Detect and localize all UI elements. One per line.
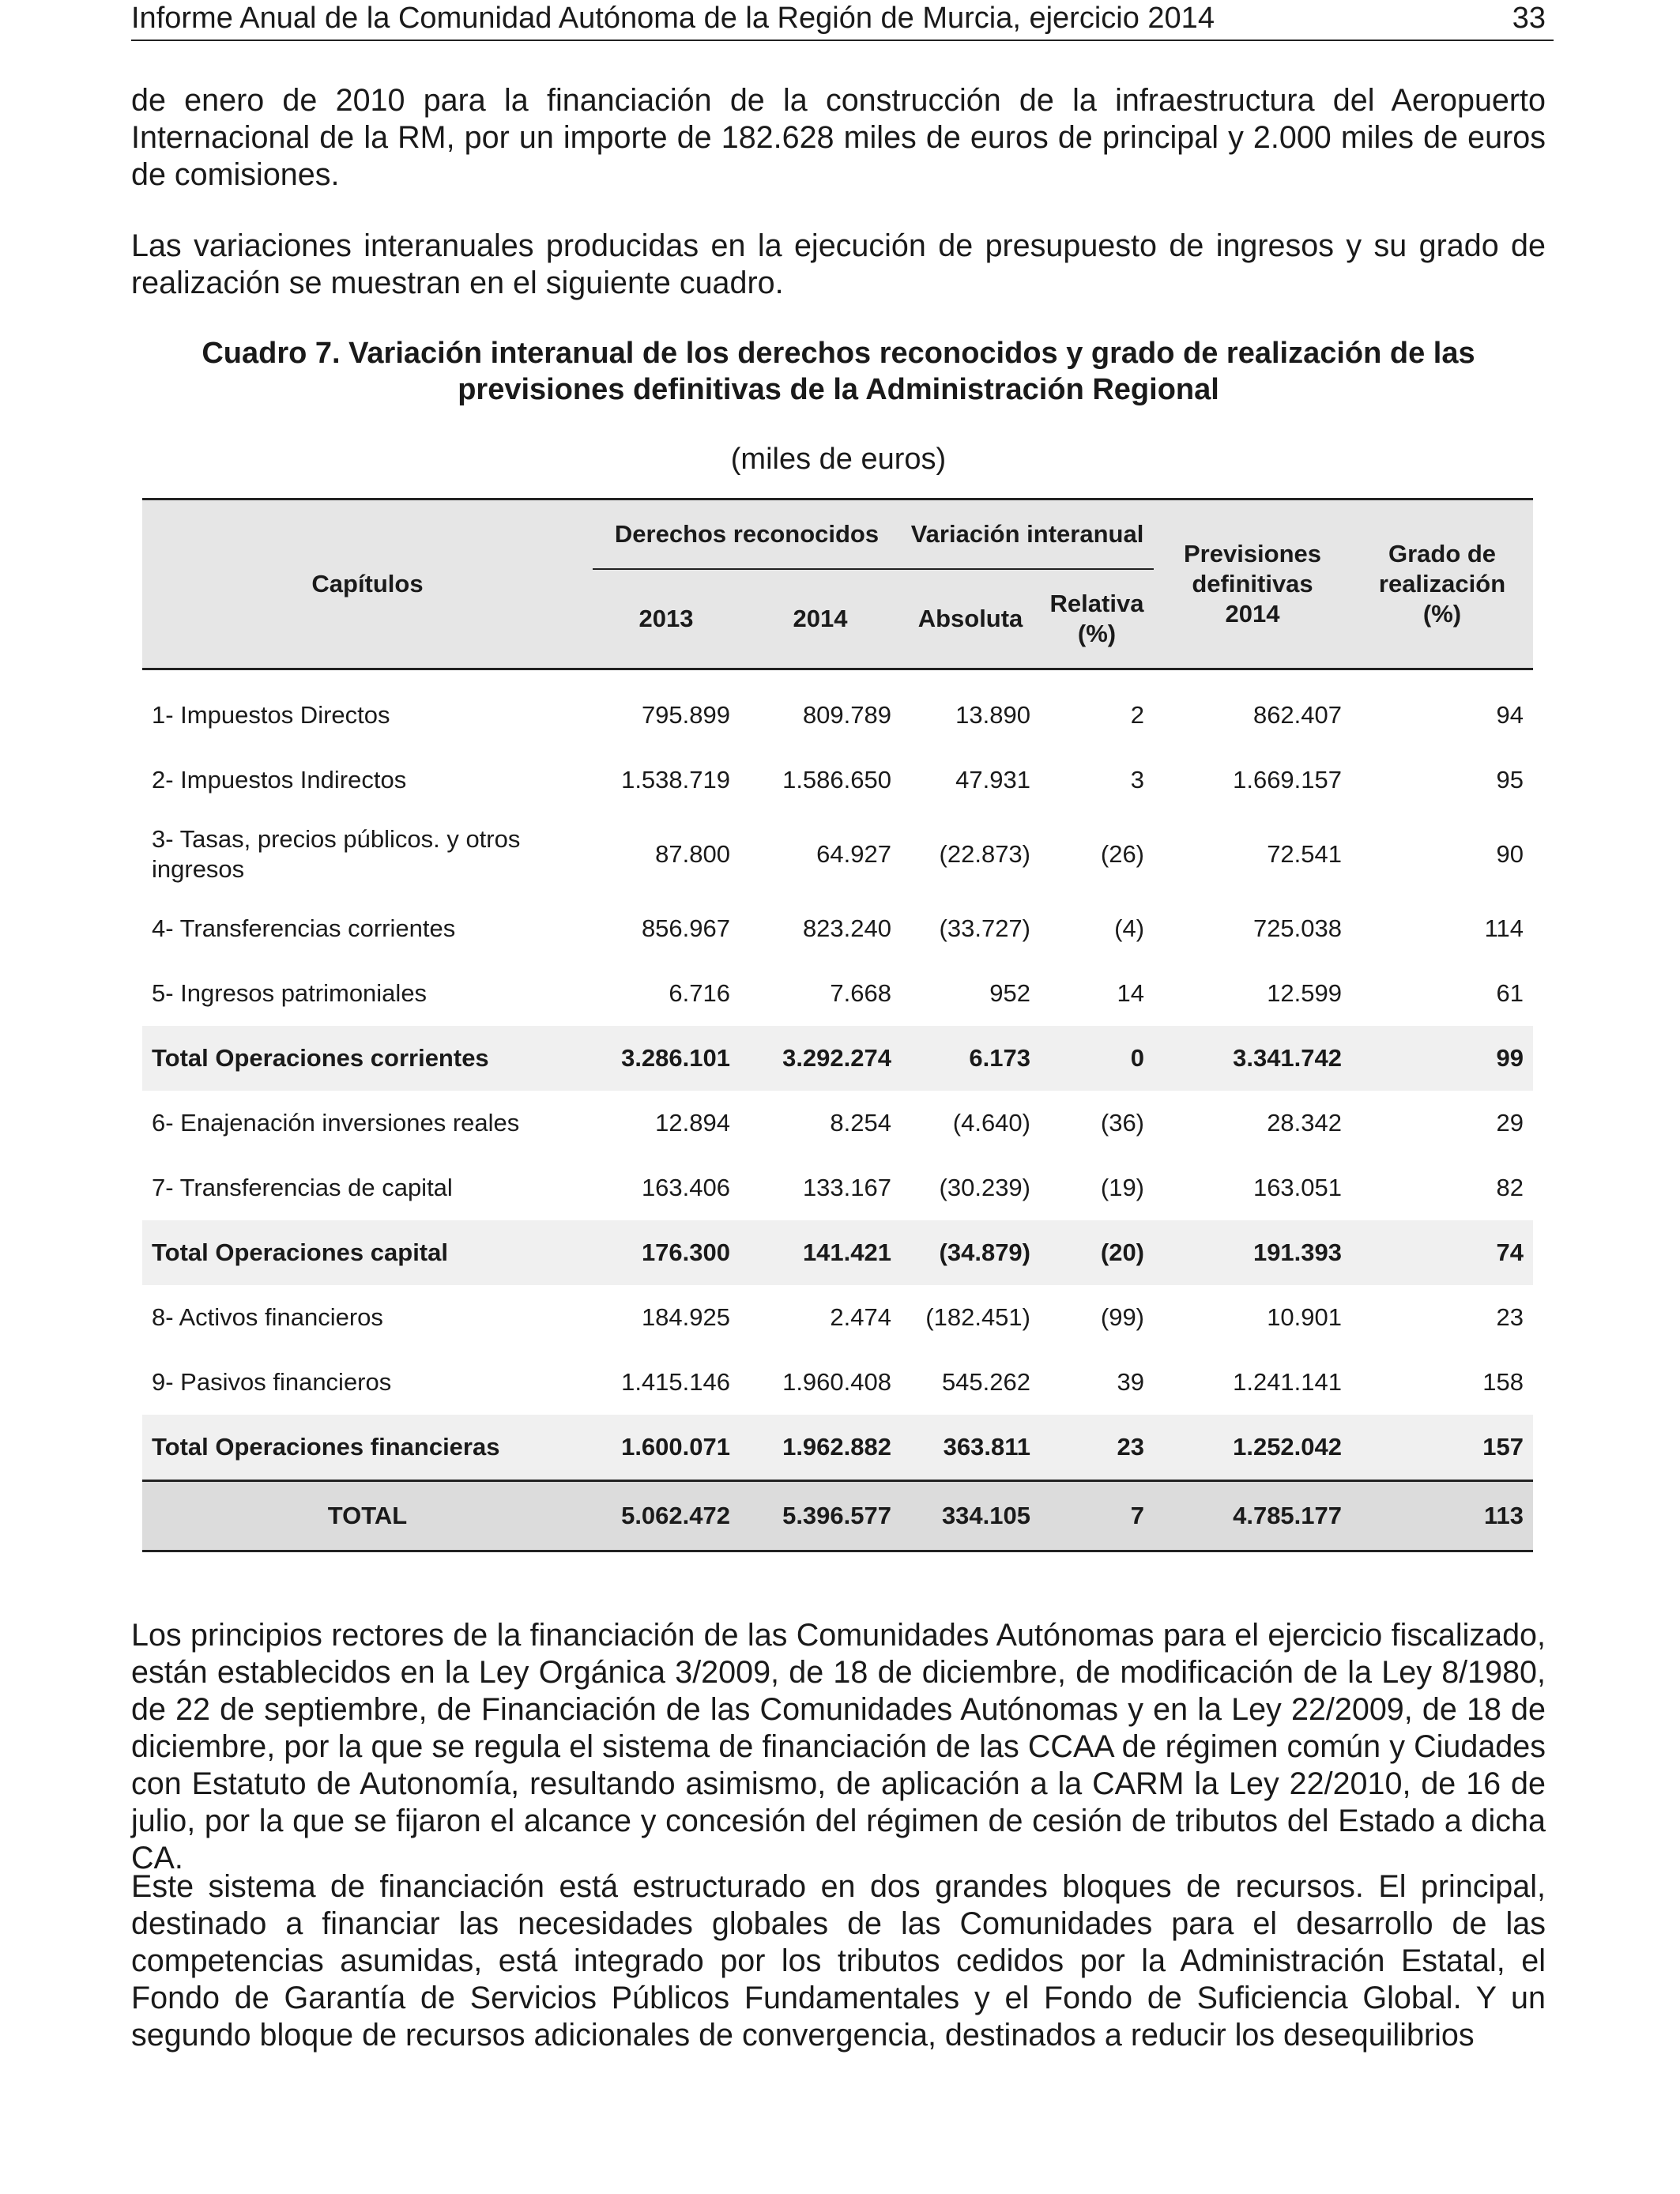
cell-2013: 3.286.101 (593, 1026, 740, 1091)
cell-previsiones: 3.341.742 (1154, 1026, 1351, 1091)
cell-absoluta: (33.727) (939, 914, 1030, 942)
table-row (142, 1155, 1533, 1220)
cell-grado: 23 (1496, 1303, 1524, 1331)
cell-previsiones: 1.241.141 (1233, 1368, 1343, 1396)
cell-2014: 1.960.408 (782, 1368, 891, 1396)
cell-absoluta: 952 (989, 979, 1030, 1007)
cell-absoluta: 334.105 (901, 1481, 1040, 1551)
cell-grado: 158 (1482, 1368, 1524, 1396)
report-title: Informe Anual de la Comunidad Autónoma de la Región de Murcia, ejercicio 2014 (131, 2, 1215, 35)
col-header-2014: 2014 (740, 569, 901, 669)
table-row (142, 896, 1533, 961)
cell-relativa: 39 (1117, 1368, 1145, 1396)
cell-previsiones: 28.342 (1267, 1109, 1343, 1137)
cell-previsiones: 10.901 (1267, 1303, 1343, 1331)
subtotal-row (142, 1026, 1533, 1091)
total-row (142, 1481, 1533, 1551)
cell-2013: 87.800 (655, 840, 730, 868)
cell-relativa: (36) (1100, 1109, 1145, 1137)
cell-2013: 1.538.719 (621, 766, 730, 794)
caption-line-1: Cuadro 7. Variación interanual de los derechos reconocidos y grado de realización de las (202, 337, 1475, 370)
caption-line-2: previsiones definitivas de la Administración Regional (458, 373, 1219, 406)
paragraph-4: Este sistema de financiación está estructurado en dos grandes bloques de recursos. El principal, destinado a financiar las necesidades globales de las Comunidades para el desarrollo de las competencias asumidas, está integrado por los tributos cedidos por la Administración Estatal, el Fondo de Garantía de Servicios Públicos Fundamentales y el Fondo de Suficiencia Global. Y un segundo bloque de recursos adicionales de convergencia, destinados a reducir los desequilibrios (131, 1869, 1546, 2053)
cell-grado: 82 (1496, 1174, 1524, 1201)
cell-absoluta: 545.262 (941, 1368, 1030, 1396)
cell-previsiones: 1.669.157 (1233, 766, 1343, 794)
cell-2014: 1.962.882 (740, 1415, 901, 1481)
cell-relativa: (26) (1100, 840, 1145, 868)
cell-relativa: 3 (1130, 766, 1145, 794)
cell-relativa: (4) (1114, 914, 1145, 942)
cell-2014: 141.421 (740, 1220, 901, 1285)
cell-absoluta: 363.811 (901, 1415, 1040, 1481)
paragraph-2: Las variaciones interanuales producidas en la ejecución de presupuesto de ingresos y su grado de realización se muestran en el siguiente cuadro. (131, 228, 1546, 300)
cell-2014: 823.240 (802, 914, 891, 942)
cell-2013: 795.899 (641, 701, 730, 729)
row-label: 1- Impuestos Directos (152, 701, 390, 729)
cell-grado: 114 (1484, 914, 1524, 942)
cell-absoluta: (34.879) (901, 1220, 1040, 1285)
paragraph-3: Los principios rectores de la financiación de las Comunidades Autónomas para el ejercicio fiscalizado, están establecidos en la Ley Orgánica 3/2009, de 18 de diciembre, de modificación de la Ley 8/1980, de 22 de septiembre, de Financiación de las Comunidades Autónomas y en la Ley 22/2009, de 18 de diciembre, por la que se regula el sistema de financiación de las CCAA de régimen común y Ciudades con Estatuto de Autonomía, resultando asimismo, de aplicación a la CARM la Ley 22/2010, de 16 de julio, por la que se fijaron el alcance y concesión del régimen de cesión de tributos del Estado a dicha CA. (131, 1618, 1546, 1875)
cell-2014: 3.292.274 (740, 1026, 901, 1091)
cell-previsiones: 12.599 (1267, 979, 1343, 1007)
cell-previsiones: 72.541 (1267, 840, 1343, 868)
cell-2013: 184.925 (641, 1303, 730, 1331)
table-row (142, 1091, 1533, 1155)
cell-relativa: 23 (1040, 1415, 1154, 1481)
cell-2013: 5.062.472 (593, 1481, 740, 1551)
table-units: (miles de euros) (730, 443, 947, 476)
table-row (142, 1285, 1533, 1350)
col-header-absoluta: Absoluta (901, 569, 1040, 669)
cell-2014: 1.586.650 (782, 766, 891, 794)
subtotal-row (142, 1220, 1533, 1285)
cell-absoluta: (30.239) (939, 1174, 1030, 1201)
col-header-variacion: Variación interanual (901, 499, 1154, 570)
cell-2014: 809.789 (802, 701, 891, 729)
row-label: 7- Transferencias de capital (152, 1174, 453, 1201)
cell-relativa: 7 (1040, 1481, 1154, 1551)
cell-2013: 163.406 (641, 1174, 730, 1201)
cell-grado: 61 (1496, 979, 1524, 1007)
cell-absoluta: 47.931 (955, 766, 1030, 794)
cell-relativa: (19) (1100, 1174, 1145, 1201)
cell-absoluta: 13.890 (955, 701, 1030, 729)
table-row (142, 669, 1533, 748)
cell-previsiones: 862.407 (1252, 701, 1343, 729)
cell-previsiones: 163.051 (1252, 1174, 1343, 1201)
row-label: TOTAL (142, 1481, 593, 1551)
revenue-variation-table (142, 498, 1533, 1552)
cell-2013: 176.300 (593, 1220, 740, 1285)
col-header-derechos: Derechos reconocidos (593, 499, 901, 570)
cell-relativa: 14 (1117, 979, 1145, 1007)
cell-grado: 94 (1496, 701, 1524, 729)
table-row (142, 1350, 1533, 1415)
cell-previsiones: 725.038 (1252, 914, 1343, 942)
cell-grado: 157 (1351, 1415, 1533, 1481)
cell-2013: 6.716 (669, 979, 730, 1007)
row-label: Total Operaciones corrientes (142, 1026, 593, 1091)
cell-2014: 64.927 (816, 840, 891, 868)
cell-grado: 74 (1351, 1220, 1533, 1285)
table-row (142, 812, 1533, 896)
row-label: Total Operaciones capital (142, 1220, 593, 1285)
row-label: Total Operaciones financieras (142, 1415, 593, 1481)
row-label: 9- Pasivos financieros (152, 1368, 392, 1396)
cell-2013: 856.967 (641, 914, 730, 942)
cell-2013: 12.894 (655, 1109, 730, 1137)
cell-grado: 90 (1496, 840, 1524, 868)
cell-2013: 1.600.071 (593, 1415, 740, 1481)
cell-2014: 7.668 (830, 979, 891, 1007)
cell-previsiones: 4.785.177 (1154, 1481, 1351, 1551)
cell-grado: 95 (1496, 766, 1524, 794)
row-label: 5- Ingresos patrimoniales (152, 979, 428, 1007)
col-header-grado: Grado de realización (%) (1351, 499, 1533, 669)
cell-absoluta: (4.640) (952, 1109, 1030, 1137)
table-caption (131, 335, 1546, 408)
cell-2014: 2.474 (830, 1303, 891, 1331)
cell-previsiones: 191.393 (1154, 1220, 1351, 1285)
cell-relativa: 0 (1040, 1026, 1154, 1091)
row-label: 6- Enajenación inversiones reales (152, 1109, 520, 1137)
header-row-1 (142, 499, 1533, 570)
table-row (142, 961, 1533, 1026)
cell-relativa: (99) (1100, 1303, 1145, 1331)
cell-absoluta: 6.173 (901, 1026, 1040, 1091)
cell-2014: 5.396.577 (740, 1481, 901, 1551)
row-label: 4- Transferencias corrientes (152, 914, 456, 942)
paragraph-1: de enero de 2010 para la financiación de la construcción de la infraestructura del Aeropuerto Internacional de la RM, por un importe de 182.628 miles de euros de principal y 2.000 miles de euros de comisiones. (131, 83, 1546, 192)
col-header-previsiones: Previsiones definitivas 2014 (1154, 499, 1351, 669)
subtotal-row (142, 1415, 1533, 1481)
cell-relativa: (20) (1040, 1220, 1154, 1285)
cell-grado: 113 (1351, 1481, 1533, 1551)
col-header-relativa: Relativa (%) (1040, 569, 1154, 669)
row-label: 3- Tasas, precios públicos. y otros ingresos (152, 825, 521, 883)
cell-2014: 8.254 (830, 1109, 891, 1137)
table-row (142, 748, 1533, 812)
cell-previsiones: 1.252.042 (1154, 1415, 1351, 1481)
page-header (131, 0, 1554, 41)
cell-grado: 29 (1496, 1109, 1524, 1137)
row-label: 8- Activos financieros (152, 1303, 383, 1331)
cell-absoluta: (182.451) (925, 1303, 1030, 1331)
cell-relativa: 2 (1130, 701, 1145, 729)
cell-2014: 133.167 (802, 1174, 891, 1201)
row-label: 2- Impuestos Indirectos (152, 766, 407, 794)
cell-absoluta: (22.873) (939, 840, 1030, 868)
page-number: 33 (1512, 2, 1546, 35)
cell-grado: 99 (1351, 1026, 1533, 1091)
cell-2013: 1.415.146 (621, 1368, 730, 1396)
col-header-capitulos: Capítulos (142, 499, 593, 669)
col-header-2013: 2013 (593, 569, 740, 669)
